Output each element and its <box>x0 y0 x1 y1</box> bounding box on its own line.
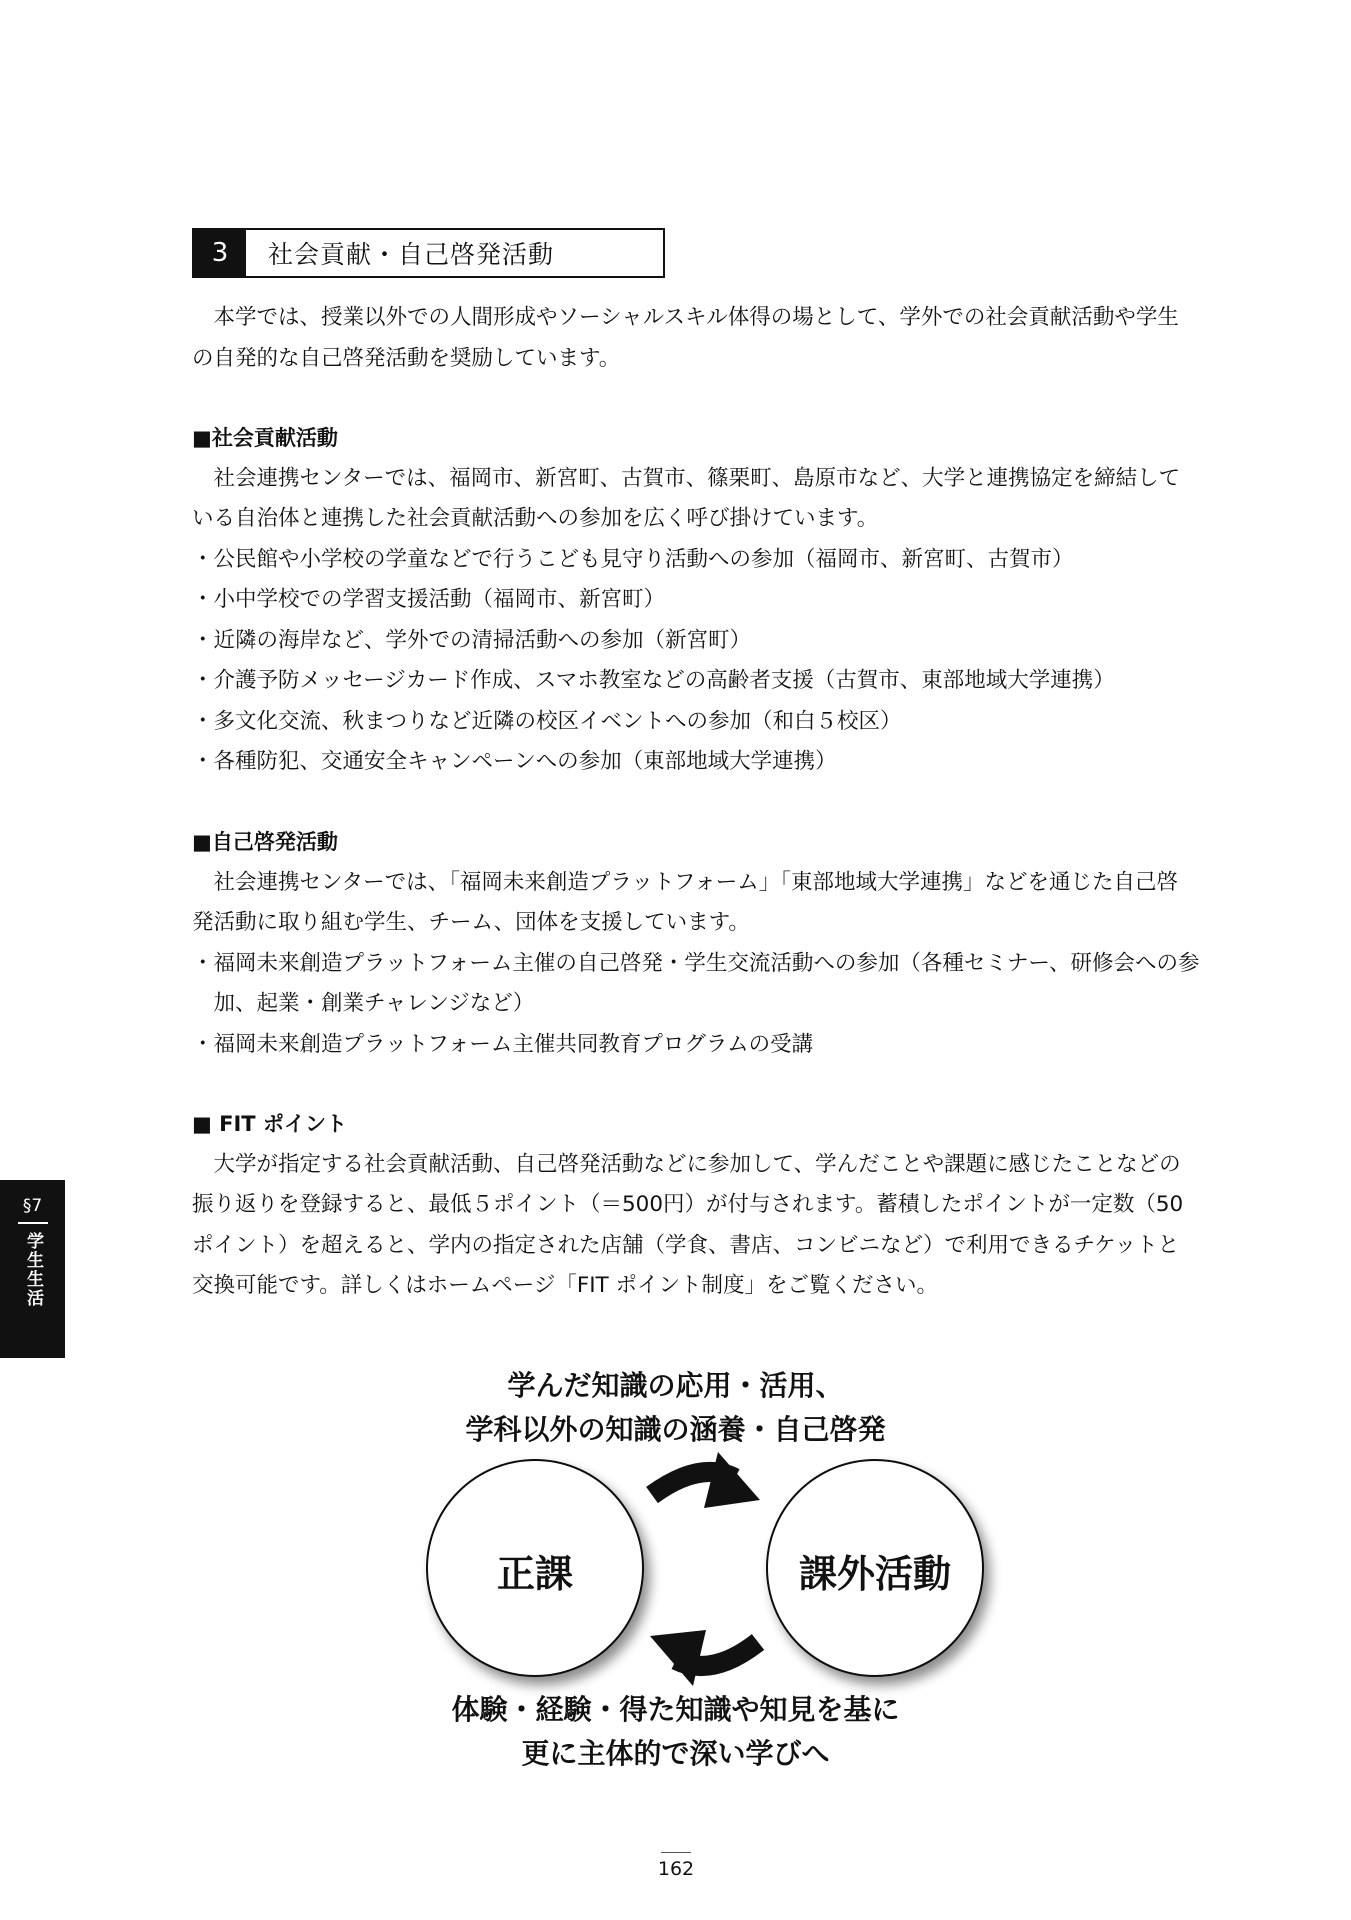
page-number-rule <box>661 1852 691 1853</box>
arrow-left-icon <box>650 1630 758 1686</box>
diagram-top-caption-line: 学科以外の知識の涵養・自己啓発 <box>465 1413 886 1446</box>
self-para-line: 発活動に取り組む学生、チーム、団体を支援しています。 <box>192 910 750 935</box>
self-development-section <box>192 822 1232 1065</box>
chapter-rule <box>18 1222 48 1224</box>
diagram-bottom-caption <box>0 1688 1351 1776</box>
chapter-side-tab <box>0 1180 65 1358</box>
self-para-line: 社会連携センターでは、「福岡未来創造プラットフォーム」「東部地域大学連携」などを通じた自己啓 <box>213 869 1178 895</box>
list-item: ・小中学校での学習支援活動（福岡市、新宮町） <box>192 587 666 612</box>
diagram-top-caption-line: 学んだ知識の応用・活用、 <box>507 1369 844 1402</box>
social-heading: ■社会貢献活動 <box>192 426 338 450</box>
list-item: ・近隣の海岸など、学外での清掃活動への参加（新宮町） <box>192 627 752 653</box>
fit-point-section <box>192 1104 1232 1307</box>
list-item: ・福岡未来創造プラットフォーム主催の自己啓発・学生交流活動への参加（各種セミナー、研修会への参加、起業・創業チャレンジなど） <box>192 950 1200 1016</box>
diagram-top-caption <box>0 1364 1351 1452</box>
fit-heading: ■ FIT ポイント <box>192 1112 347 1136</box>
section-header <box>192 228 665 278</box>
chapter-number: §7 <box>22 1196 43 1216</box>
fit-para-line: 振り返りを登録すると、最低５ポイント（＝500円）が付与されます。蓄積したポイントが一定数（50 <box>192 1192 1184 1217</box>
social-contribution-section <box>192 418 1232 783</box>
intro-line: の自発的な自己啓発活動を奨励しています。 <box>192 345 621 371</box>
list-item: ・福岡未来創造プラットフォーム主催共同教育プログラムの受講 <box>192 1031 814 1057</box>
learning-cycle-diagram <box>0 1340 1351 1800</box>
right-circle-label: 課外活動 <box>798 1552 951 1596</box>
social-para-line: 社会連携センターでは、福岡市、新宮町、古賀市、篠栗町、島原市など、大学と連携協定を締結して <box>213 465 1181 491</box>
arrow-right-icon <box>652 1452 760 1508</box>
left-circle-label: 正課 <box>496 1552 573 1596</box>
section-title: 社会貢献・自己啓発活動 <box>268 240 555 269</box>
list-item: ・多文化交流、秋まつりなど近隣の校区イベントへの参加（和白５校区） <box>192 708 902 734</box>
diagram-bottom-caption-line: 更に主体的で深い学びへ <box>521 1737 830 1770</box>
fit-para-line: 交換可能です。詳しくはホームページ「FIT ポイント制度」をご覧ください。 <box>192 1273 939 1298</box>
intro-line: 本学では、授業以外での人間形成やソーシャルスキル体得の場として、学外での社会貢献活動や学生 <box>213 305 1179 330</box>
section-number: 3 <box>194 230 246 276</box>
social-para-line: いる自治体と連携した社会貢献活動への参加を広く呼び掛けています。 <box>192 506 879 531</box>
list-item: ・公民館や小学校の学童などで行うこども見守り活動への参加（福岡市、新宮町、古賀市） <box>192 546 1074 572</box>
intro-block <box>192 298 1232 379</box>
list-item: ・介護予防メッセージカード作成、スマホ教室などの高齢者支援（古賀市、東部地域大学連携） <box>192 668 1115 693</box>
page-number: 162 <box>657 1858 695 1880</box>
chapter-label: 学生生活 <box>23 1232 43 1308</box>
fit-para-line: 大学が指定する社会貢献活動、自己啓発活動などに参加して、学んだことや課題に感じたことなどの <box>213 1151 1181 1177</box>
fit-para-line: ポイント）を超えると、学内の指定された店舗（学食、書店、コンビニなど）で利用できるチケットと <box>192 1232 1180 1258</box>
self-heading: ■自己啓発活動 <box>192 830 338 854</box>
diagram-bottom-caption-line: 体験・経験・得た知識や知見を基に <box>451 1693 900 1726</box>
list-item: ・各種防犯、交通安全キャンペーンへの参加（東部地域大学連携） <box>192 749 837 774</box>
